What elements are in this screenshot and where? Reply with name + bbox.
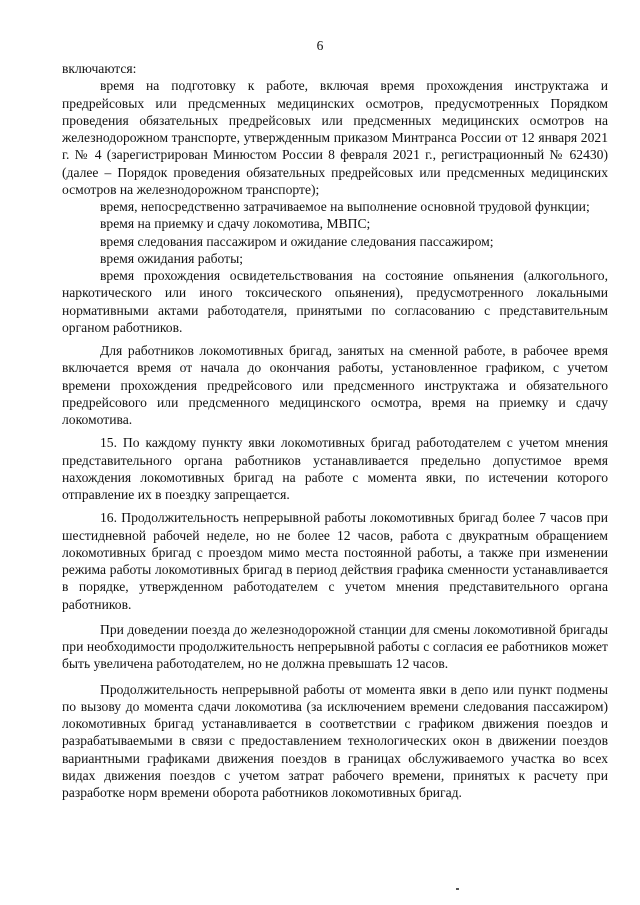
page-number: 6: [316, 38, 324, 53]
paragraph-clause-16: 16. Продолжительность непрерывной работы локомотивных бригад более 7 часов при шестидневной рабочей неделе, но не более 12 часов, работа с двукратным обращением локомотивных бригад с проездом мимо места постоянной работы, а также при изменении режима работы локомотивных бригад в период действия графика сменности устанавливается в порядке, утвержденном работодателем с учетом мнения представительного органа работников.: [62, 510, 608, 612]
list-item-acceptance-time: время на приемку и сдачу локомотива, МВПС;: [100, 216, 371, 232]
paragraph-shift-work: Для работников локомотивных бригад, занятых на сменной работе, в рабочее время включается время от начала до окончания работы, установленное графиком, с учетом времени прохождения предрейсового или предсменного инструктажа и обязательного предрейсового или предсменного медицинского осмотра, время на приемку и сдачу локомотива.: [62, 343, 608, 427]
paragraph-intro: включаются:: [62, 61, 137, 76]
list-item-examination-time: время прохождения освидетельствования на состояние опьянения (алкогольного, наркотического или иного токсического опьянения), предусмотренного локальными нормативными актами работодателя, принятыми по согласованию с представительным органом работников.: [62, 268, 608, 335]
list-item-waiting-time: время ожидания работы;: [100, 250, 243, 266]
list-item-main-function-time: время, непосредственно затрачиваемое на выполнение основной трудовой функции;: [100, 199, 590, 214]
scan-artifact: [456, 888, 459, 890]
paragraph-continuous-work: Продолжительность непрерывной работы от момента явки в депо или пункт подмены по вызову до момента сдачи локомотива (за исключением времени следования пассажиром) локомотивных бригад устанавливается в соответствии с графиком движения поездов и разрабатываемыми в связи с предоставлением технологических окон в движении поездов вариантными графиками движения поездов в границах обслуживаемого участка во всех видах движения поездов с учетом затрат рабочего времени, принятых к расчету при разработке норм времени оборота работников локомотивных бригад.: [62, 681, 608, 800]
document-body: [62, 60, 608, 801]
list-item-passenger-time: время следования пассажиром и ожидание следования пассажиром;: [100, 233, 494, 249]
list-item-preparation-time: время на подготовку к работе, включая время прохождения инструктажа и предрейсовых или предсменных медицинских осмотров, предусмотренных Порядком проведения обязательных предрейсовых или предсменных медицинских осмотров на железнодорожном транспорте, утвержденным приказом Минтранса России от 12 января 2021 г. № 4 (зарегистрирован Минюстом России 8 февраля 2021 г., регистрационный № 62430) (далее – Порядок проведения обязательных предрейсовых или предсменных медицинских осмотров на железнодорожном транспорте);: [62, 78, 608, 197]
paragraph-clause-15: 15. По каждому пункту явки локомотивных бригад работодателем с учетом мнения представительного органа работников устанавливается предельно допустимое время нахождения локомотивных бригад на работе с момента явки, по истечении которого отправление их в поездку запрещается.: [62, 435, 608, 502]
paragraph-train-delivery: При доведении поезда до железнодорожной станции для смены локомотивной бригады при необходимости продолжительность непрерывной работы с согласия ее работников может быть увеличена работодателем, но не должна превышать 12 часов.: [62, 621, 608, 672]
